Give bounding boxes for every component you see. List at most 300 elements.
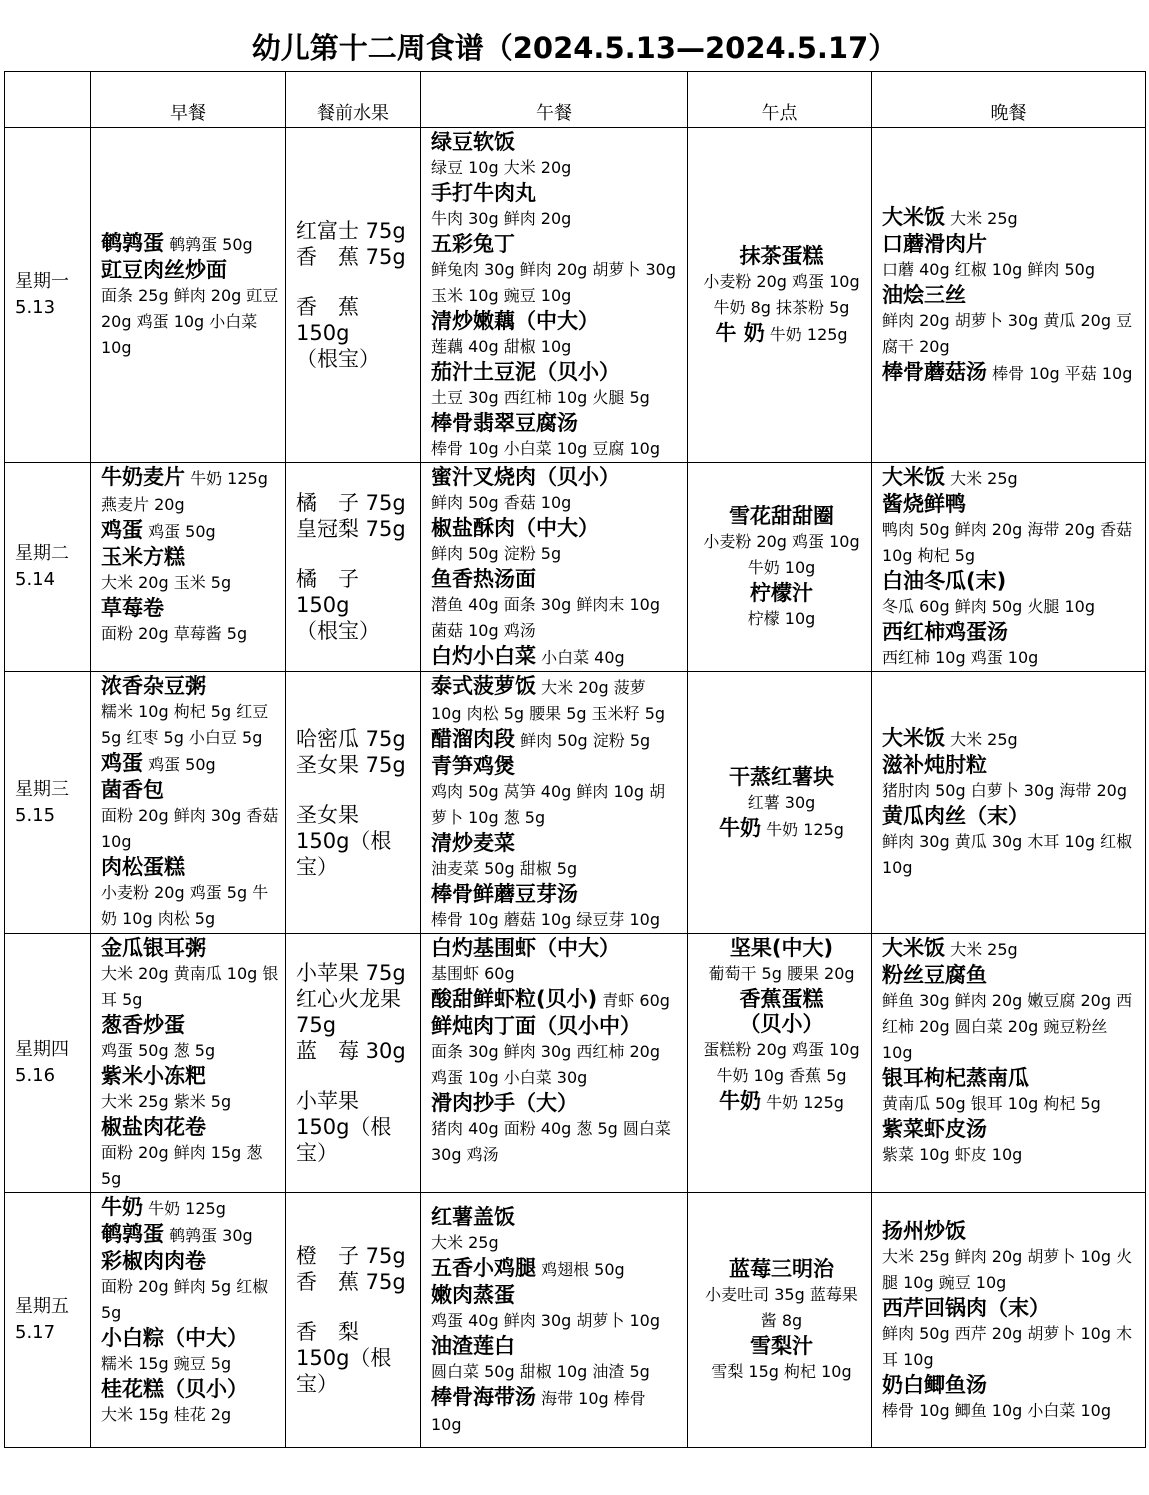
lunch-line bbox=[431, 155, 681, 181]
snack-line bbox=[698, 269, 865, 321]
snack-ingredients: 雪梨 15g 枸杞 10g bbox=[711, 1362, 852, 1381]
snack-line bbox=[698, 987, 865, 1012]
header-corner bbox=[5, 72, 91, 128]
lunch-dish: 红薯盖饭 bbox=[431, 1204, 515, 1229]
dinner-line bbox=[882, 804, 1139, 829]
lunch-dish: 棒骨鲜蘑豆芽汤 bbox=[431, 882, 578, 906]
dinner-line bbox=[882, 1142, 1139, 1168]
breakfast-cell bbox=[91, 128, 286, 463]
lunch-line bbox=[431, 1116, 681, 1168]
breakfast-line bbox=[101, 1140, 279, 1192]
lunch-ingredients: 莲藕 40g 甜椒 10g bbox=[431, 337, 572, 356]
lunch-line bbox=[431, 541, 681, 567]
breakfast-line bbox=[101, 674, 279, 699]
dinner-ingredients: 鲜鱼 30g 鲜肉 20g 嫩豆腐 20g 西红柿 20g 圆白菜 20g 豌豆粉丝 10g bbox=[882, 991, 1133, 1062]
breakfast-ingredients: 面粉 20g 草莓酱 5g bbox=[101, 624, 248, 643]
fruit-line bbox=[296, 270, 420, 294]
lunch-dish: 茄汁土豆泥（贝小） bbox=[431, 360, 620, 384]
dinner-line bbox=[882, 1321, 1139, 1373]
dinner-dish: 大米饭 bbox=[882, 465, 945, 489]
fruit-line: 橘 子 bbox=[296, 567, 359, 591]
lunch-ingredients: 油麦菜 50g 甜椒 5g bbox=[431, 859, 578, 878]
lunch-ingredients: 鲜肉 50g 香菇 10g bbox=[431, 493, 572, 512]
dinner-line bbox=[882, 205, 1139, 232]
dinner-line bbox=[882, 1091, 1139, 1117]
dinner-dish: 粉丝豆腐鱼 bbox=[882, 963, 987, 987]
dinner-line bbox=[882, 283, 1139, 308]
lunch-ingredients: 大米 25g bbox=[431, 1232, 499, 1252]
dinner-dish: 西红柿鸡蛋汤 bbox=[882, 620, 1008, 644]
lunch-cell bbox=[421, 1193, 688, 1448]
snack-dish: 抹茶蛋糕 bbox=[739, 244, 824, 268]
dinner-ingredients: 大米 25g bbox=[950, 469, 1018, 488]
lunch-dish: 醋溜肉段 bbox=[431, 727, 515, 751]
day-label-cell bbox=[5, 463, 91, 672]
fruit-line: 150g bbox=[296, 321, 350, 345]
fruit-line: 香 蕉 75g bbox=[296, 1270, 406, 1294]
snack-dish: 牛奶 bbox=[719, 815, 762, 840]
day-name: 星期二 bbox=[15, 543, 69, 564]
lunch-ingredients: 绿豆 10g 大米 20g bbox=[431, 158, 572, 177]
snack-line bbox=[698, 581, 865, 606]
breakfast-dish: 金瓜银耳粥 bbox=[101, 936, 206, 960]
fruit-line bbox=[296, 1295, 420, 1319]
fruit-line: 150g（根 bbox=[296, 828, 392, 853]
day-label-cell bbox=[5, 672, 91, 934]
breakfast-line bbox=[101, 596, 279, 621]
lunch-line bbox=[431, 592, 681, 644]
breakfast-line bbox=[101, 1089, 279, 1115]
breakfast-line bbox=[101, 1064, 279, 1089]
dinner-line bbox=[882, 517, 1139, 569]
day-row-wed bbox=[5, 672, 1146, 934]
lunch-line bbox=[431, 334, 681, 360]
lunch-dish: 棒骨海带汤 bbox=[431, 1384, 536, 1409]
snack-ingredients: 柠檬 10g bbox=[747, 609, 816, 628]
dinner-line bbox=[882, 753, 1139, 778]
breakfast-ingredients: 面粉 20g 鲜肉 15g 葱 5g bbox=[101, 1143, 263, 1188]
breakfast-ingredients: 小麦粉 20g 鸡蛋 5g 牛奶 10g 肉松 5g bbox=[101, 883, 269, 928]
header-lunch: 午餐 bbox=[421, 72, 688, 128]
lunch-line bbox=[431, 961, 681, 987]
lunch-cell bbox=[421, 128, 688, 463]
dinner-dish: 大米饭 bbox=[882, 726, 945, 750]
day-date: 5.15 bbox=[15, 804, 56, 826]
breakfast-line bbox=[101, 465, 279, 518]
dinner-line bbox=[882, 1398, 1139, 1424]
dinner-cell bbox=[872, 128, 1146, 463]
fruit-line bbox=[296, 542, 420, 566]
lunch-ingredients: 鸡肉 50g 莴笋 40g 鲜肉 10g 胡萝卜 10g 葱 5g bbox=[431, 782, 666, 827]
lunch-ingredients: 棒骨 10g 蘑菇 10g 绿豆芽 10g bbox=[431, 910, 660, 929]
breakfast-dish: 鸡蛋 bbox=[101, 518, 143, 542]
fruit-line: 香 蕉 75g bbox=[296, 245, 406, 269]
dinner-line bbox=[882, 778, 1139, 804]
lunch-ingredients: 鲜肉 50g 淀粉 5g bbox=[431, 544, 562, 563]
breakfast-ingredients: 鸡蛋 50g 葱 5g bbox=[101, 1041, 216, 1060]
breakfast-line bbox=[101, 518, 279, 545]
snack-line bbox=[698, 765, 865, 790]
day-date: 5.17 bbox=[15, 1322, 56, 1343]
snack-line bbox=[698, 606, 865, 632]
day-name: 星期五 bbox=[15, 1296, 69, 1317]
lunch-line bbox=[431, 130, 681, 155]
dinner-line bbox=[882, 308, 1139, 360]
snack-cell bbox=[688, 672, 872, 934]
snack-dish: 雪梨汁 bbox=[750, 1334, 813, 1358]
breakfast-line bbox=[101, 961, 279, 1013]
snack-line bbox=[698, 1089, 865, 1116]
breakfast-ingredients: 面粉 20g 鲜肉 30g 香菇 10g bbox=[101, 806, 279, 851]
snack-line bbox=[698, 1257, 865, 1282]
breakfast-line bbox=[101, 1195, 279, 1222]
lunch-line bbox=[431, 1256, 681, 1283]
breakfast-dish: 浓香杂豆粥 bbox=[101, 674, 206, 698]
dinner-cell bbox=[872, 1193, 1146, 1448]
breakfast-line bbox=[101, 1274, 279, 1326]
snack-dish: 牛奶 bbox=[719, 1089, 762, 1113]
snack-dish: 干蒸红薯块 bbox=[729, 764, 834, 789]
lunch-line bbox=[431, 1039, 681, 1091]
dinner-ingredients: 大米 25g 鲜肉 20g 胡萝卜 10g 火腿 10g 豌豆 10g bbox=[882, 1246, 1133, 1292]
snack-dish: 牛 奶 bbox=[715, 321, 765, 345]
lunch-ingredients: 小白菜 40g bbox=[541, 648, 625, 667]
breakfast-line bbox=[101, 699, 279, 751]
snack-cell bbox=[688, 934, 872, 1193]
lunch-line bbox=[431, 516, 681, 541]
dinner-ingredients: 鲜肉 50g 西芹 20g 胡萝卜 10g 木耳 10g bbox=[882, 1323, 1133, 1369]
header-dinner: 晚餐 bbox=[872, 72, 1146, 128]
lunch-line bbox=[431, 1308, 681, 1334]
breakfast-ingredients: 大米 20g 玉米 5g bbox=[101, 573, 232, 592]
day-row-tue bbox=[5, 463, 1146, 672]
breakfast-ingredients: 牛奶 125g bbox=[148, 1199, 226, 1218]
fruit-line: 75g bbox=[296, 1013, 337, 1037]
breakfast-ingredients: 鹌鹑蛋 50g bbox=[169, 235, 253, 254]
breakfast-dish: 草莓卷 bbox=[101, 596, 164, 620]
breakfast-line bbox=[101, 1326, 279, 1351]
fruit-line: 香 蕉 bbox=[296, 295, 359, 319]
dinner-line bbox=[882, 1117, 1139, 1142]
lunch-ingredients: 土豆 30g 西红柿 10g 火腿 5g bbox=[431, 388, 650, 407]
dinner-ingredients: 西红柿 10g 鸡蛋 10g bbox=[882, 648, 1039, 667]
snack-dish: 坚果(中大) bbox=[729, 936, 834, 960]
lunch-ingredients: 海带 10g 棒骨 10g bbox=[431, 1388, 646, 1434]
breakfast-ingredients: 鹌鹑蛋 30g bbox=[169, 1226, 253, 1245]
dinner-cell bbox=[872, 934, 1146, 1193]
dinner-line bbox=[882, 492, 1139, 517]
breakfast-line bbox=[101, 1351, 279, 1377]
snack-ingredients: 小麦粉 20g 鸡蛋 10g 牛奶 8g 抹茶粉 5g bbox=[703, 272, 860, 317]
dinner-line bbox=[882, 1066, 1139, 1091]
lunch-line bbox=[431, 1230, 681, 1256]
lunch-line bbox=[431, 779, 681, 831]
lunch-line bbox=[431, 436, 681, 462]
snack-line bbox=[698, 936, 865, 961]
lunch-ingredients: 鲜兔肉 30g 鲜肉 20g 胡萝卜 30g 玉米 10g 豌豆 10g bbox=[431, 260, 676, 305]
breakfast-dish: 彩椒肉肉卷 bbox=[101, 1249, 206, 1273]
fruit-line: 橙 子 75g bbox=[296, 1244, 406, 1268]
lunch-line bbox=[431, 411, 681, 436]
breakfast-line bbox=[101, 751, 279, 778]
dinner-ingredients: 鲜肉 20g 胡萝卜 30g 黄瓜 20g 豆腐干 20g bbox=[882, 311, 1133, 356]
breakfast-line bbox=[101, 621, 279, 647]
fruit-line: 宝） bbox=[296, 1372, 338, 1396]
snack-ingredients: 蛋糕粉 20g 鸡蛋 10g 牛奶 10g 香蕉 5g bbox=[703, 1040, 860, 1085]
lunch-dish: 青笋鸡煲 bbox=[431, 754, 515, 778]
dinner-ingredients: 冬瓜 60g 鲜肉 50g 火腿 10g bbox=[882, 597, 1095, 616]
snack-dish: 蓝莓三明治 bbox=[729, 1257, 834, 1281]
dinner-dish: 大米饭 bbox=[882, 936, 945, 960]
lunch-dish: 椒盐酥肉（中大） bbox=[431, 516, 599, 540]
lunch-line bbox=[431, 936, 681, 961]
breakfast-dish: 葱香炒蛋 bbox=[101, 1013, 185, 1037]
snack-line bbox=[698, 504, 865, 529]
breakfast-ingredients: 糯米 10g 枸杞 5g 红豆 5g 红枣 5g 小白豆 5g bbox=[101, 702, 269, 747]
breakfast-dish: 玉米方糕 bbox=[101, 545, 185, 569]
snack-line bbox=[698, 1334, 865, 1359]
dinner-line bbox=[882, 594, 1139, 620]
fruit-line: 150g（根 bbox=[296, 1346, 392, 1370]
snack-cell bbox=[688, 128, 872, 463]
snack-ingredients: 葡萄干 5g 腰果 20g bbox=[708, 964, 855, 983]
fruit-line: 皇冠梨 75g bbox=[296, 517, 406, 541]
day-date: 5.13 bbox=[15, 297, 56, 318]
fruit-line: 蓝 莓 30g bbox=[296, 1039, 406, 1063]
fruit-cell bbox=[286, 1193, 421, 1448]
lunch-line bbox=[431, 882, 681, 907]
breakfast-dish: 小白粽（中大） bbox=[101, 1326, 248, 1350]
day-label-cell bbox=[5, 1193, 91, 1448]
lunch-dish: 五香小鸡腿 bbox=[431, 1255, 536, 1280]
breakfast-ingredients: 大米 20g 黄南瓜 10g 银耳 5g bbox=[101, 964, 279, 1009]
lunch-ingredients: 牛肉 30g 鲜肉 20g bbox=[431, 209, 572, 228]
dinner-line bbox=[882, 645, 1139, 671]
breakfast-line bbox=[101, 258, 279, 283]
day-row-mon bbox=[5, 128, 1146, 463]
lunch-line bbox=[431, 1091, 681, 1116]
dinner-ingredients: 棒骨 10g 鲫鱼 10g 小白菜 10g bbox=[882, 1400, 1111, 1420]
fruit-cell bbox=[286, 128, 421, 463]
breakfast-ingredients: 鸡蛋 50g bbox=[148, 755, 216, 774]
menu-table bbox=[4, 71, 1146, 1448]
lunch-dish: 清炒麦菜 bbox=[431, 831, 515, 855]
lunch-dish: 酸甜鲜虾粒(贝小) bbox=[431, 987, 598, 1011]
breakfast-line bbox=[101, 1222, 279, 1249]
breakfast-line bbox=[101, 778, 279, 803]
lunch-dish: 鲜炖肉丁面（贝小中） bbox=[431, 1014, 641, 1038]
dinner-ingredients: 紫菜 10g 虾皮 10g bbox=[882, 1145, 1023, 1164]
lunch-dish: 鱼香热汤面 bbox=[431, 567, 536, 591]
header-breakfast: 早餐 bbox=[91, 72, 286, 128]
lunch-line bbox=[431, 1205, 681, 1230]
fruit-cell bbox=[286, 672, 421, 934]
dinner-dish: 棒骨蘑菇汤 bbox=[882, 360, 987, 384]
breakfast-dish: 肉松蛋糕 bbox=[101, 855, 185, 879]
snack-line bbox=[698, 321, 865, 348]
lunch-dish: 绿豆软饭 bbox=[431, 130, 515, 154]
lunch-dish: 滑肉抄手（大） bbox=[431, 1091, 578, 1115]
breakfast-cell bbox=[91, 1193, 286, 1448]
lunch-dish: 白灼基围虾（中大） bbox=[431, 936, 620, 960]
snack-line bbox=[698, 1359, 865, 1385]
lunch-ingredients: 鲜肉 50g 淀粉 5g bbox=[520, 731, 651, 750]
lunch-ingredients: 鸡蛋 40g 鲜肉 30g 胡萝卜 10g bbox=[431, 1310, 660, 1330]
dinner-dish: 紫菜虾皮汤 bbox=[882, 1117, 987, 1141]
lunch-line bbox=[431, 727, 681, 754]
breakfast-cell bbox=[91, 934, 286, 1193]
lunch-line bbox=[431, 644, 681, 671]
lunch-cell bbox=[421, 672, 688, 934]
breakfast-line bbox=[101, 936, 279, 961]
lunch-line bbox=[431, 1334, 681, 1359]
dinner-line bbox=[882, 726, 1139, 753]
breakfast-line bbox=[101, 231, 279, 258]
dinner-line bbox=[882, 465, 1139, 492]
dinner-dish: 西芹回锅肉（末） bbox=[882, 1295, 1050, 1320]
snack-line bbox=[698, 961, 865, 987]
breakfast-ingredients: 糯米 15g 豌豆 5g bbox=[101, 1354, 232, 1373]
snack-line bbox=[698, 1037, 865, 1089]
breakfast-dish: 鸡蛋 bbox=[101, 751, 143, 775]
breakfast-ingredients: 面条 25g 鲜肉 20g 豇豆 20g 鸡蛋 10g 小白菜 10g bbox=[101, 286, 279, 357]
breakfast-dish: 紫米小冻粑 bbox=[101, 1064, 206, 1088]
snack-line bbox=[698, 790, 865, 816]
lunch-dish: 手打牛肉丸 bbox=[431, 181, 536, 205]
breakfast-dish: 鹌鹑蛋 bbox=[101, 1222, 164, 1246]
breakfast-line bbox=[101, 803, 279, 855]
day-label-cell bbox=[5, 934, 91, 1193]
dinner-line bbox=[882, 936, 1139, 963]
lunch-line bbox=[431, 181, 681, 206]
breakfast-ingredients: 鸡蛋 50g bbox=[148, 522, 216, 541]
snack-line bbox=[698, 1012, 865, 1037]
lunch-cell bbox=[421, 463, 688, 672]
breakfast-line bbox=[101, 1377, 279, 1402]
lunch-line bbox=[431, 987, 681, 1014]
lunch-dish: 油渣莲白 bbox=[431, 1333, 515, 1358]
dinner-line bbox=[882, 988, 1139, 1066]
lunch-ingredients: 面条 30g 鲜肉 30g 西红柿 20g 鸡蛋 10g 小白菜 30g bbox=[431, 1042, 660, 1087]
fruit-line: 圣女果 75g bbox=[296, 752, 406, 777]
fruit-cell bbox=[286, 934, 421, 1193]
snack-dish: 柠檬汁 bbox=[750, 581, 813, 605]
dinner-line bbox=[882, 569, 1139, 594]
lunch-line bbox=[431, 856, 681, 882]
breakfast-dish: 桂花糕（贝小） bbox=[101, 1377, 248, 1401]
snack-line bbox=[698, 244, 865, 269]
lunch-line bbox=[431, 309, 681, 334]
day-name: 星期四 bbox=[15, 1039, 69, 1060]
breakfast-dish: 豇豆肉丝炒面 bbox=[101, 258, 227, 282]
dinner-cell bbox=[872, 463, 1146, 672]
lunch-line bbox=[431, 567, 681, 592]
fruit-line: 小苹果 75g bbox=[296, 961, 406, 985]
lunch-dish: 清炒嫩藕（中大） bbox=[431, 309, 599, 333]
day-row-thu bbox=[5, 934, 1146, 1193]
lunch-cell bbox=[421, 934, 688, 1193]
fruit-line: 哈密瓜 75g bbox=[296, 726, 406, 751]
header-fruit: 餐前水果 bbox=[286, 72, 421, 128]
lunch-line bbox=[431, 1283, 681, 1308]
snack-ingredients: 红薯 30g bbox=[747, 792, 816, 812]
fruit-line: 橘 子 75g bbox=[296, 491, 406, 515]
fruit-line: 小苹果 bbox=[296, 1089, 359, 1113]
fruit-line: （根宝） bbox=[296, 619, 380, 643]
breakfast-dish: 菌香包 bbox=[101, 778, 164, 802]
dinner-line bbox=[882, 360, 1139, 387]
lunch-ingredients: 鸡翅根 50g bbox=[541, 1259, 625, 1279]
lunch-ingredients: 棒骨 10g 小白菜 10g 豆腐 10g bbox=[431, 439, 660, 458]
lunch-line bbox=[431, 1385, 681, 1438]
dinner-line bbox=[882, 963, 1139, 988]
lunch-line bbox=[431, 490, 681, 516]
fruit-line: 宝） bbox=[296, 854, 338, 879]
lunch-dish: 嫩肉蒸蛋 bbox=[431, 1282, 515, 1307]
breakfast-ingredients: 大米 25g 紫米 5g bbox=[101, 1092, 232, 1111]
dinner-dish: 口蘑滑肉片 bbox=[882, 232, 987, 256]
fruit-line: 红富士 75g bbox=[296, 219, 406, 243]
lunch-dish: 白灼小白菜 bbox=[431, 644, 536, 668]
breakfast-line bbox=[101, 1013, 279, 1038]
fruit-cell bbox=[286, 463, 421, 672]
breakfast-cell bbox=[91, 463, 286, 672]
dinner-line bbox=[882, 257, 1139, 283]
lunch-ingredients: 青虾 60g bbox=[602, 991, 670, 1010]
dinner-ingredients: 大米 25g bbox=[950, 730, 1018, 749]
snack-ingredients: 小麦吐司 35g 蓝莓果酱 8g bbox=[705, 1285, 858, 1330]
lunch-line bbox=[431, 385, 681, 411]
day-name: 星期一 bbox=[15, 271, 69, 292]
lunch-ingredients: 基围虾 60g bbox=[431, 964, 515, 983]
fruit-line: 圣女果 bbox=[296, 802, 359, 827]
snack-line bbox=[698, 816, 865, 843]
lunch-line bbox=[431, 831, 681, 856]
dinner-line bbox=[882, 829, 1139, 881]
header-row bbox=[5, 72, 1146, 128]
dinner-dish: 扬州炒饭 bbox=[882, 1218, 966, 1243]
dinner-dish: 黄瓜肉丝（末） bbox=[882, 804, 1029, 828]
breakfast-line bbox=[101, 1249, 279, 1274]
lunch-line bbox=[431, 674, 681, 727]
snack-ingredients: 牛奶 125g bbox=[769, 325, 848, 344]
snack-line bbox=[698, 529, 865, 581]
snack-cell bbox=[688, 463, 872, 672]
dinner-ingredients: 大米 25g bbox=[950, 940, 1018, 959]
fruit-line: 宝） bbox=[296, 1141, 338, 1165]
dinner-ingredients: 大米 25g bbox=[950, 209, 1018, 228]
fruit-line: 150g bbox=[296, 593, 350, 617]
dinner-dish: 大米饭 bbox=[882, 205, 945, 229]
snack-dish: 雪花甜甜圈 bbox=[729, 504, 834, 528]
header-snack: 午点 bbox=[688, 72, 872, 128]
lunch-ingredients: 猪肉 40g 面粉 40g 葱 5g 圆白菜 30g 鸡汤 bbox=[431, 1119, 671, 1164]
dinner-line bbox=[882, 1373, 1139, 1398]
snack-ingredients: 小麦粉 20g 鸡蛋 10g 牛奶 10g bbox=[703, 532, 860, 577]
dinner-line bbox=[882, 232, 1139, 257]
breakfast-dish: 牛奶 bbox=[101, 1195, 143, 1219]
lunch-dish: 五彩兔丁 bbox=[431, 232, 515, 256]
dinner-dish: 白油冬瓜(末) bbox=[882, 569, 1007, 593]
dinner-cell bbox=[872, 672, 1146, 934]
dinner-ingredients: 口蘑 40g 红椒 10g 鲜肉 50g bbox=[882, 260, 1095, 279]
breakfast-cell bbox=[91, 672, 286, 934]
day-date: 5.16 bbox=[15, 1065, 56, 1086]
breakfast-ingredients: 牛奶 125g 燕麦片 20g bbox=[101, 469, 268, 514]
lunch-dish: 泰式菠萝饭 bbox=[431, 674, 536, 698]
fruit-line: 红心火龙果 bbox=[296, 987, 401, 1011]
dinner-dish: 油烩三丝 bbox=[882, 283, 966, 307]
